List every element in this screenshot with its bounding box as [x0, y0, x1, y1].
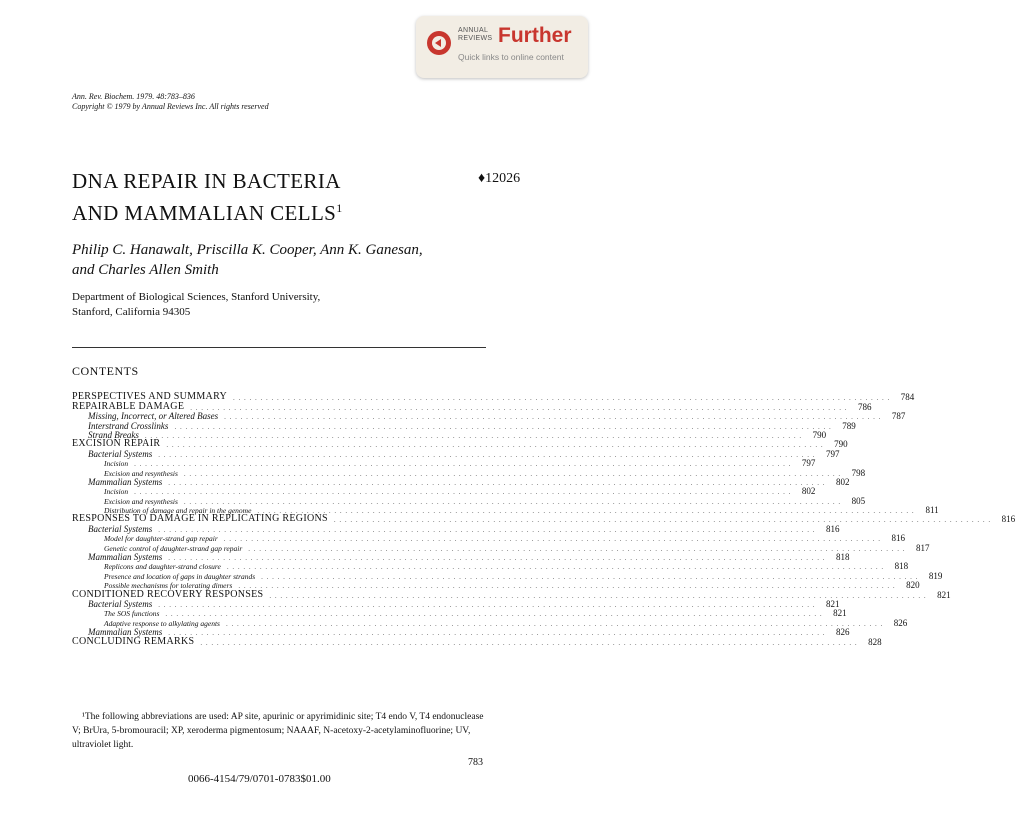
toc-leader-dots: . . . . . . . . . . . . . . . . . . . . . . . . . . . . . . . . . . . . . . . . . . . . . . . . . . . . . . . . . . . . . . . . . . . . . . . . . . . . . . . . . . . . . . . . . . . . . . . . . . . . . . . . . . . . . . . . . . . . . . . .: [174, 422, 832, 431]
toc-entry[interactable]: [72, 476, 850, 487]
toc-leader-dots: . . . . . . . . . . . . . . . . . . . . . . . . . . . . . . . . . . . . . . . . . . . . . . . . . . . . . . . . . . . . . . . . . . . . . . . . . . . . . . . . . . . . . . . . . . . . . . . . . . . . . . . . . . . . . . . . . . . . . . . .: [225, 619, 884, 628]
author-list: [72, 240, 423, 280]
toc-leader-dots: . . . . . . . . . . . . . . . . . . . . . . . . . . . . . . . . . . . . . . . . . . . . . . . . . . . . . . . . . . . . . . . . . . . . . . . . . . . . . . . . . . . . . . . . . . . . . . . . . . . . . . . . . . . . . . . . . . . . . . . .: [158, 600, 816, 609]
title-line-2: [72, 195, 343, 227]
toc-entry-label: EXCISION REPAIR: [72, 438, 161, 450]
toc-entry-label: Incision: [104, 459, 129, 469]
toc-leader-dots: . . . . . . . . . . . . . . . . . . . . . . . . . . . . . . . . . . . . . . . . . . . . . . . . . . . . . . . . . . . . . . . . . . . . . . . . . . . . . . . . . . . . . . . . . . . . . . . . . . . . . . . . . . . . . . . . . . . . . . . .: [261, 572, 919, 581]
title-line-2-text: AND MAMMALIAN CELLS: [72, 201, 337, 225]
toc-entry-page: 819: [928, 570, 943, 581]
toc-entry-page: 828: [868, 636, 882, 647]
title-line-1: DNA REPAIR IN BACTERIA: [72, 169, 341, 193]
toc-entry-page: 790: [834, 439, 848, 450]
toc-leader-dots: . . . . . . . . . . . . . . . . . . . . . . . . . . . . . . . . . . . . . . . . . . . . . . . . . . . . . . . . . . . . . . . . . . . . . . . . . . . . . . . . . . . . . . . . . . . . . . . . . . . . . . . . . . . . . . . . . . . . . . . .: [257, 507, 915, 516]
toc-entry[interactable]: [72, 495, 866, 506]
toc-entry-label: Excision and resynthesis: [104, 496, 178, 506]
toc-leader-dots: . . . . . . . . . . . . . . . . . . . . . . . . . . . . . . . . . . . . . . . . . . . . . . . . . . . . . . . . . . . . . . . . . . . . . . . . . . . . . . . . . . . . . . . . . . . . . . . . . . . . . . . . . . . . . . . . . . . . . . . .: [333, 516, 992, 525]
abbreviations-footnote: ¹The following abbreviations are used: AP site, apurinic or apyrimidinic site; T4 endo V, T4 endonuclease V; BrUra, 5-bromouracil; XP, xeroderma pigmentosum; NAAAF, N-acetoxy-2-acetylaminofluorine; UV, ultraviolet light.: [72, 712, 484, 750]
brand-line-2: REVIEWS: [458, 35, 493, 42]
citation-line-2: Copyright © 1979 by Annual Reviews Inc. All rights reserved: [72, 102, 269, 111]
toc-entry[interactable]: [72, 523, 840, 534]
contents-heading: CONTENTS: [72, 364, 139, 378]
toc-entry-label: Adaptive response to alkylating agents: [104, 618, 220, 628]
toc-entry[interactable]: [72, 486, 816, 497]
toc-entry-page: 820: [906, 580, 920, 591]
toc-entry-label: Bacterial Systems: [88, 523, 153, 534]
toc-entry-page: 821: [833, 608, 847, 619]
toc-entry[interactable]: [72, 561, 909, 572]
price-code: 0066-4154/79/0701-0783$01.00: [188, 773, 331, 785]
toc-entry-label: Strand Breaks: [88, 429, 139, 440]
toc-leader-dots: . . . . . . . . . . . . . . . . . . . . . . . . . . . . . . . . . . . . . . . . . . . . . . . . . . . . . . . . . . . . . . . . . . . . . . . . . . . . . . . . . . . . . . . . . . . . . . . . . . . . . . . . . . . . . . . . . . . . . . . .: [144, 431, 803, 440]
toc-entry[interactable]: [72, 608, 847, 619]
toc-entry-page: 821: [937, 589, 951, 600]
annual-reviews-further-banner[interactable]: [416, 16, 588, 78]
toc-entry-label: Genetic control of daughter-strand gap repair: [104, 543, 243, 553]
toc-entry-page: 784: [900, 392, 915, 403]
affiliation-line-1: Department of Biological Sciences, Stanford University,: [72, 291, 321, 303]
toc-entry-label: REPAIRABLE DAMAGE: [72, 400, 185, 412]
toc-leader-dots: . . . . . . . . . . . . . . . . . . . . . . . . . . . . . . . . . . . . . . . . . . . . . . . . . . . . . . . . . . . . . . . . . . . . . . . . . . . . . . . . . . . . . . . . . . . . . . . . . . . . . . . . . . . . . . . . . . . . . . . .: [224, 413, 882, 422]
toc-entry-page: 787: [891, 411, 906, 422]
brand-text: [458, 27, 492, 43]
toc-entry-page: 798: [851, 467, 866, 478]
toc-leader-dots: . . . . . . . . . . . . . . . . . . . . . . . . . . . . . . . . . . . . . . . . . . . . . . . . . . . . . . . . . . . . . . . . . . . . . . . . . . . . . . . . . . . . . . . . . . . . . . . . . . . . . . . . . . . . . . . . . . . . . . . .: [165, 610, 823, 619]
toc-entry-page: 802: [801, 486, 816, 497]
toc-leader-dots: . . . . . . . . . . . . . . . . . . . . . . . . . . . . . . . . . . . . . . . . . . . . . . . . . . . . . . . . . . . . . . . . . . . . . . . . . . . . . . . . . . . . . . . . . . . . . . . . . . . . . . . . . . . . . . . . . . . . . . . .: [168, 478, 826, 487]
toc-entry-label: CONDITIONED RECOVERY RESPONSES: [72, 588, 264, 600]
citation-line-1: Ann. Rev. Biochem. 1979. 48:783–836: [72, 92, 195, 101]
toc-entry-page: 818: [894, 561, 909, 572]
page-number: 783: [468, 757, 483, 768]
toc-entry-label: Mammalian Systems: [88, 476, 163, 487]
quick-links-text: Quick links to online content: [458, 52, 564, 62]
toc-entry-page: 826: [893, 617, 908, 628]
toc-entry-page: 816: [891, 533, 905, 544]
toc-entry-page: 790: [812, 429, 827, 440]
authors-line-1: Philip C. Hanawalt, Priscilla K. Cooper, Ann K. Ganesan,: [72, 242, 423, 258]
toc-entry-page: 821: [826, 598, 840, 609]
authors-line-2: and Charles Allen Smith: [72, 262, 219, 278]
toc-entry-label: Bacterial Systems: [88, 448, 153, 459]
toc-entry[interactable]: [72, 635, 882, 647]
toc-entry[interactable]: [72, 458, 816, 469]
section-divider: [72, 347, 486, 348]
toc-leader-dots: . . . . . . . . . . . . . . . . . . . . . . . . . . . . . . . . . . . . . . . . . . . . . . . . . . . . . . . . . . . . . . . . . . . . . . . . . . . . . . . . . . . . . . . . . . . . . . . . . . . . . . . . . . . . . . . . . . . . . . . .: [200, 638, 858, 647]
toc-entry-label: PERSPECTIVES AND SUMMARY: [72, 391, 228, 403]
toc-entry-page: 797: [826, 448, 840, 459]
affiliation-line-2: Stanford, California 94305: [72, 306, 191, 318]
toc-entry-label: Bacterial Systems: [88, 598, 153, 609]
toc-entry-page: 818: [836, 552, 850, 563]
toc-entry-page: 816: [826, 523, 840, 534]
toc-entry-page: 811: [925, 505, 939, 516]
toc-entry[interactable]: [72, 598, 840, 609]
toc-entry-page: 789: [842, 420, 856, 431]
toc-leader-dots: . . . . . . . . . . . . . . . . . . . . . . . . . . . . . . . . . . . . . . . . . . . . . . . . . . . . . . . . . . . . . . . . . . . . . . . . . . . . . . . . . . . . . . . . . . . . . . . . . . . . . . . . . . . . . . . . . . . . . . . .: [166, 441, 824, 450]
toc-entry[interactable]: [72, 533, 905, 544]
toc-leader-dots: . . . . . . . . . . . . . . . . . . . . . . . . . . . . . . . . . . . . . . . . . . . . . . . . . . . . . . . . . . . . . . . . . . . . . . . . . . . . . . . . . . . . . . . . . . . . . . . . . . . . . . . . . . . . . . . . . . . . . . . .: [158, 525, 816, 534]
toc-leader-dots: . . . . . . . . . . . . . . . . . . . . . . . . . . . . . . . . . . . . . . . . . . . . . . . . . . . . . . . . . . . . . . . . . . . . . . . . . . . . . . . . . . . . . . . . . . . . . . . . . . . . . . . . . . . . . . . . . . . . . . . .: [248, 544, 906, 553]
annual-reviews-logo-icon: [426, 30, 452, 56]
toc-entry-page: 826: [836, 627, 850, 638]
further-label: Further: [498, 24, 572, 47]
toc-entry-label: CONCLUDING REMARKS: [72, 635, 195, 647]
toc-leader-dots: . . . . . . . . . . . . . . . . . . . . . . . . . . . . . . . . . . . . . . . . . . . . . . . . . . . . . . . . . . . . . . . . . . . . . . . . . . . . . . . . . . . . . . . . . . . . . . . . . . . . . . . . . . . . . . . . . . . . . . . .: [233, 394, 891, 403]
toc-entry-label: Replicons and daughter-strand closure: [104, 562, 221, 572]
toc-leader-dots: . . . . . . . . . . . . . . . . . . . . . . . . . . . . . . . . . . . . . . . . . . . . . . . . . . . . . . . . . . . . . . . . . . . . . . . . . . . . . . . . . . . . . . . . . . . . . . . . . . . . . . . . . . . . . . . . . . . . . . . .: [158, 450, 816, 459]
toc-entry-page: 786: [858, 401, 872, 412]
journal-citation: [72, 92, 269, 112]
toc-leader-dots: . . . . . . . . . . . . . . . . . . . . . . . . . . . . . . . . . . . . . . . . . . . . . . . . . . . . . . . . . . . . . . . . . . . . . . . . . . . . . . . . . . . . . . . . . . . . . . . . . . . . . . . . . . . . . . . . . . . . . . . .: [134, 488, 792, 497]
toc-leader-dots: . . . . . . . . . . . . . . . . . . . . . . . . . . . . . . . . . . . . . . . . . . . . . . . . . . . . . . . . . . . . . . . . . . . . . . . . . . . . . . . . . . . . . . . . . . . . . . . . . . . . . . . . . . . . . . . . . . . . . . . .: [168, 629, 826, 638]
toc-entry[interactable]: [72, 570, 943, 581]
toc-leader-dots: . . . . . . . . . . . . . . . . . . . . . . . . . . . . . . . . . . . . . . . . . . . . . . . . . . . . . . . . . . . . . . . . . . . . . . . . . . . . . . . . . . . . . . . . . . . . . . . . . . . . . . . . . . . . . . . . . . . . . . . .: [190, 403, 848, 412]
toc-entry-label: Presence and location of gaps in daughter strands: [104, 571, 256, 581]
toc-entry-page: 802: [836, 476, 850, 487]
table-of-contents: [72, 391, 1015, 647]
toc-entry-label: Incision: [104, 487, 129, 497]
toc-leader-dots: . . . . . . . . . . . . . . . . . . . . . . . . . . . . . . . . . . . . . . . . . . . . . . . . . . . . . . . . . . . . . . . . . . . . . . . . . . . . . . . . . . . . . . . . . . . . . . . . . . . . . . . . . . . . . . . . . . . . . . . .: [226, 563, 885, 572]
toc-entry-label: Missing, Incorrect, or Altered Bases: [88, 411, 219, 422]
toc-leader-dots: . . . . . . . . . . . . . . . . . . . . . . . . . . . . . . . . . . . . . . . . . . . . . . . . . . . . . . . . . . . . . . . . . . . . . . . . . . . . . . . . . . . . . . . . . . . . . . . . . . . . . . . . . . . . . . . . . . . . . . . .: [134, 460, 792, 469]
toc-entry-label: Mammalian Systems: [88, 552, 163, 563]
toc-entry-label: The SOS functions: [104, 609, 160, 619]
toc-leader-dots: . . . . . . . . . . . . . . . . . . . . . . . . . . . . . . . . . . . . . . . . . . . . . . . . . . . . . . . . . . . . . . . . . . . . . . . . . . . . . . . . . . . . . . . . . . . . . . . . . . . . . . . . . . . . . . . . . . . . . . . .: [269, 591, 927, 600]
toc-entry-page: 805: [851, 495, 866, 506]
toc-entry-page: 816: [1001, 514, 1015, 525]
toc-leader-dots: . . . . . . . . . . . . . . . . . . . . . . . . . . . . . . . . . . . . . . . . . . . . . . . . . . . . . . . . . . . . . . . . . . . . . . . . . . . . . . . . . . . . . . . . . . . . . . . . . . . . . . . . . . . . . . . . . . . . . . . .: [183, 469, 842, 478]
toc-entry-label: RESPONSES TO DAMAGE IN REPLICATING REGIONS: [72, 513, 328, 525]
toc-leader-dots: . . . . . . . . . . . . . . . . . . . . . . . . . . . . . . . . . . . . . . . . . . . . . . . . . . . . . . . . . . . . . . . . . . . . . . . . . . . . . . . . . . . . . . . . . . . . . . . . . . . . . . . . . . . . . . . . . . . . . . . .: [183, 497, 842, 506]
toc-leader-dots: . . . . . . . . . . . . . . . . . . . . . . . . . . . . . . . . . . . . . . . . . . . . . . . . . . . . . . . . . . . . . . . . . . . . . . . . . . . . . . . . . . . . . . . . . . . . . . . . . . . . . . . . . . . . . . . . . . . . . . . .: [223, 535, 881, 544]
toc-entry[interactable]: [72, 552, 850, 563]
article-title: [72, 168, 343, 227]
toc-entry-page: 797: [801, 458, 816, 469]
toc-entry-label: Distribution of damage and repair in the genome: [104, 506, 252, 516]
brand-line-1: ANNUAL: [458, 27, 489, 34]
toc-leader-dots: . . . . . . . . . . . . . . . . . . . . . . . . . . . . . . . . . . . . . . . . . . . . . . . . . . . . . . . . . . . . . . . . . . . . . . . . . . . . . . . . . . . . . . . . . . . . . . . . . . . . . . . . . . . . . . . . . . . . . . . .: [238, 582, 896, 591]
document-id: ♦12026: [478, 171, 521, 186]
toc-entry-label: Possible mechanisms for tolerating dimers: [104, 581, 233, 591]
toc-entry-label: Interstrand Crosslinks: [88, 420, 169, 431]
affiliation: [72, 290, 320, 320]
toc-entry-label: Model for daughter-strand gap repair: [104, 534, 218, 544]
toc-entry-page: 817: [916, 542, 930, 553]
title-footnote-mark: 1: [336, 201, 343, 215]
toc-entry-label: Mammalian Systems: [88, 627, 163, 638]
toc-leader-dots: . . . . . . . . . . . . . . . . . . . . . . . . . . . . . . . . . . . . . . . . . . . . . . . . . . . . . . . . . . . . . . . . . . . . . . . . . . . . . . . . . . . . . . . . . . . . . . . . . . . . . . . . . . . . . . . . . . . . . . . .: [168, 554, 826, 563]
toc-entry-label: Excision and resynthesis: [104, 468, 178, 478]
toc-entry[interactable]: [72, 448, 840, 459]
